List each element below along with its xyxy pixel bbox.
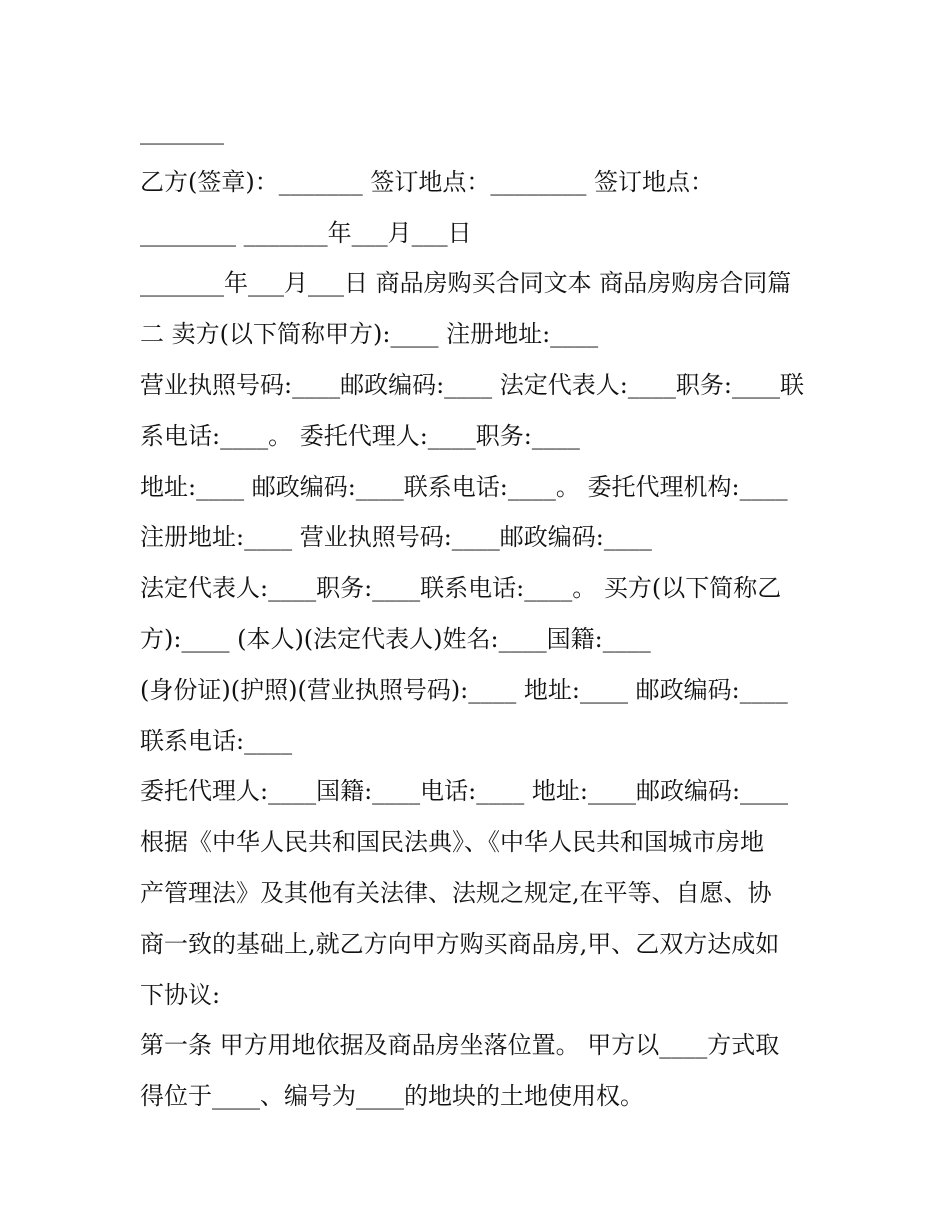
text-line-14: 委托代理人:____国籍:____电话:____ 地址:____邮政编码:____ <box>140 777 789 806</box>
text-line-13: 联系电话:____ <box>140 726 293 755</box>
text-line-19: 第一条 甲方用地依据及商品房坐落位置。 甲方以____方式取 <box>140 1031 780 1060</box>
text-line-8: 地址:____ 邮政编码:____联系电话:____。 委托代理机构:____ <box>140 472 788 501</box>
text-line-5: 二 卖方(以下简称甲方):____ 注册地址:____ <box>140 320 599 349</box>
text-line-20: 得位于____、编号为____的地块的土地使用权。 <box>140 1082 644 1111</box>
text-line-16: 产管理法》及其他有关法律、法规之规定,在平等、自愿、协 <box>140 878 772 907</box>
text-line-2: 乙方(签章)：_______ 签订地点：________ 签订地点： <box>140 167 714 196</box>
text-line-9: 注册地址:____ 营业执照号码:____邮政编码:____ <box>140 523 652 552</box>
text-line-15: 根据《中华人民共和国民法典》、《中华人民共和国城市房地 <box>140 828 764 857</box>
text-line-10: 法定代表人:____职务:____联系电话:____。 买方(以下简称乙 <box>140 574 782 603</box>
text-line-11: 方):____ (本人)(法定代表人)姓名:____国籍:____ <box>140 624 651 653</box>
text-line-1: _______ <box>140 117 224 145</box>
text-line-7: 系电话:____。 委托代理人:____职务:____ <box>140 421 580 450</box>
text-line-3: ________ _______年___月___日 <box>140 218 472 247</box>
text-line-18: 下协议: <box>140 980 221 1009</box>
text-line-17: 商一致的基础上,就乙方向甲方购买商品房,甲、乙双方达成如 <box>140 929 780 958</box>
text-line-6: 营业执照号码:____邮政编码:____ 法定代表人:____职务:____联 <box>140 370 804 399</box>
contract-body <box>140 106 820 1122</box>
text-line-12: (身份证)(护照)(营业执照号码):____ 地址:____ 邮政编码:____ <box>140 675 788 704</box>
text-line-4: _______年___月___日 商品房购买合同文本 商品房购房合同篇 <box>140 269 792 298</box>
